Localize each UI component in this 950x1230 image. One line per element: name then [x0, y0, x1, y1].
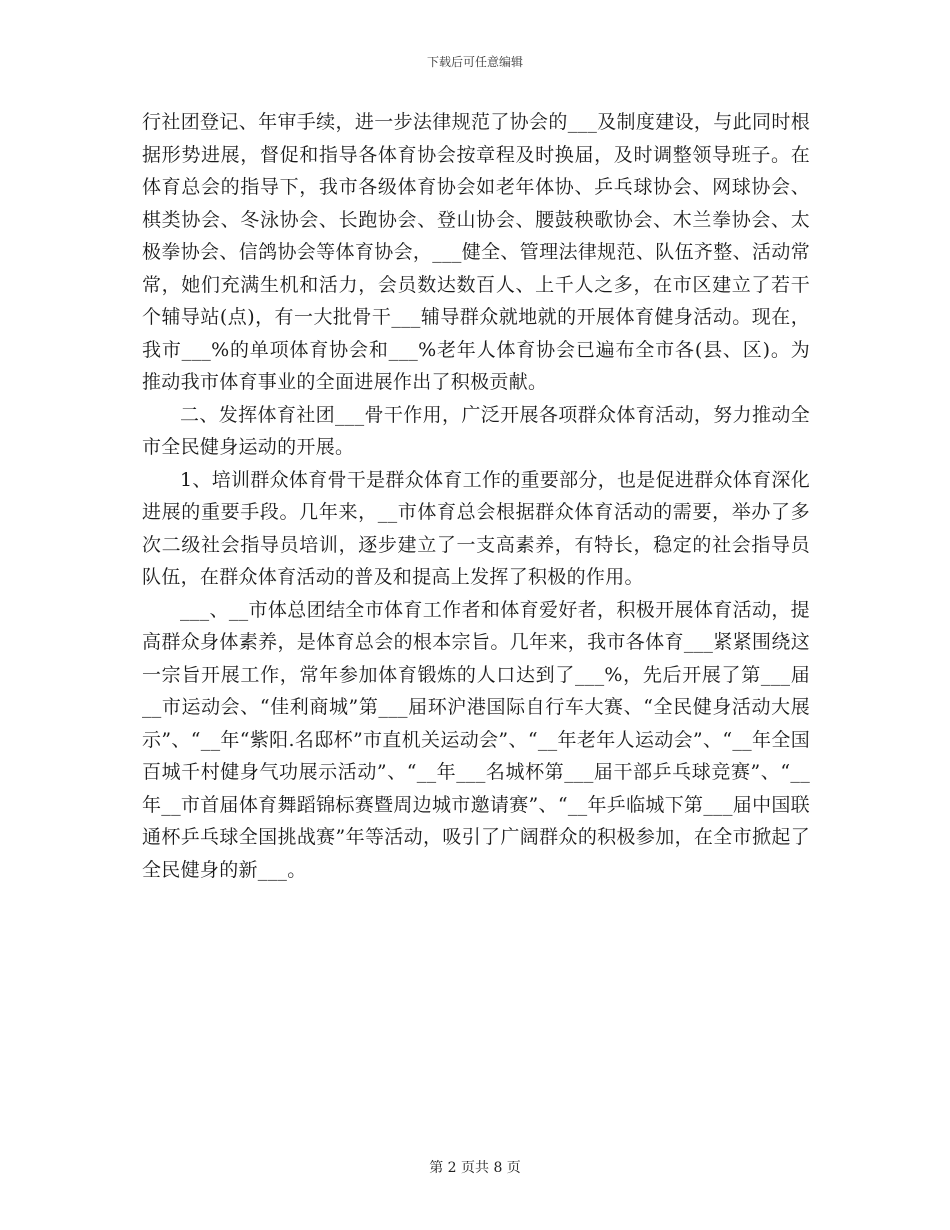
paragraph-3: 1、培训群众体育骨干是群众体育工作的重要部分，也是促进群众体育深化进展的重要手段。几年来，__市体育总会根据群众体育活动的需要，举办了多次二级社会指导员培训，逐步建立了一支高素养，有特长，稳定的社会指导员队伍，在群众体育活动的普及和提高上发挥了积极的作用。 — [142, 468, 810, 588]
page-footer: 第 2 页共 8 页 — [429, 1160, 521, 1176]
paragraph-4: ___、__市体总团结全市体育工作者和体育爱好者，积极开展体育活动，提高群众身体素养，是体育总会的根本宗旨。几年来，我市各体育___紧紧围绕这一宗旨开展工作，常年参加体育锻炼的人口达到了___%，先后开展了第___届__市运动会、“佳利商城”第___届环沪港国际自行车大赛、“全民健身活动大展示”、“__年“紫阳.名邸杯”市直机关运动会”、“__年老年人运动会”、“__年全国百城千村健身气功展示活动”、“__年___名城杯第___届干部乒乓球竞赛”、“__年__市首届体育舞蹈锦标赛暨周边城市邀请赛”、“__年乒临城下第___届中国联通杯乒乓球全国挑战赛”年等活动，吸引了广阔群众的积极参加，在全市掀起了全民健身的新___。 — [142, 598, 810, 881]
paragraph-1: 行社团登记、年审手续，进一步法律规范了协会的___及制度建设，与此同时根据形势进展，督促和指导各体育协会按章程及时换届，及时调整领导班子。在体育总会的指导下，我市各级体育协会如老年体协、乒乓球协会、网球协会、棋类协会、冬泳协会、长跑协会、登山协会、腰鼓秧歌协会、木兰拳协会、太极拳协会、信鸽协会等体育协会，___健全、管理法律规范、队伍齐整、活动常常，她们充满生机和活力，会员数达数百人、上千人之多，在市区建立了若干个辅导站(点)，有一大批骨干___辅导群众就地就的开展体育健身活动。现在，我市___%的单项体育协会和___%老年人体育协会已遍布全市各(县、区)。为推动我市体育事业的全面进展作出了积极贡献。 — [142, 111, 810, 393]
page-header: 下载后可任意编辑 — [426, 55, 523, 69]
document-body — [142, 106, 810, 886]
paragraph-2: 二、发挥体育社团___骨干作用，广泛开展各项群众体育活动，努力推动全市全民健身运动的开展。 — [142, 403, 810, 458]
